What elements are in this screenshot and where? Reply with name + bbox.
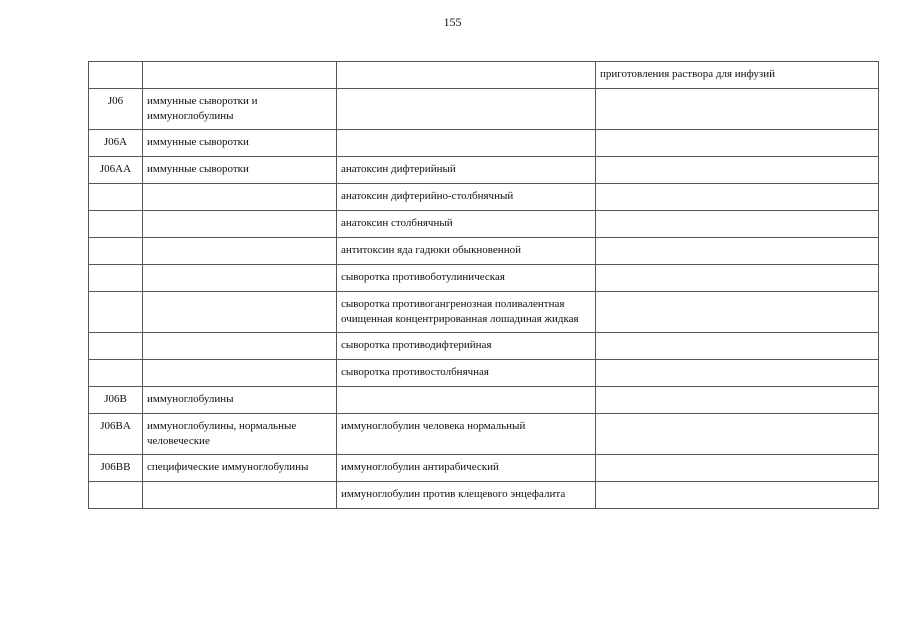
- drug-name-cell: анатоксин дифтерийный: [337, 157, 596, 184]
- drug-name-cell: иммуноглобулин антирабический: [337, 455, 596, 482]
- drug-name-cell: [337, 89, 596, 130]
- drug-name-cell: антитоксин яда гадюки обыкновенной: [337, 238, 596, 265]
- table-row: [89, 184, 879, 211]
- atc-code-cell: J06B: [89, 387, 143, 414]
- table-row: [89, 333, 879, 360]
- atc-code-cell: [89, 360, 143, 387]
- atc-code-cell: J06BA: [89, 414, 143, 455]
- anatomical-group-cell: специфические иммуноглобулины: [143, 455, 337, 482]
- anatomical-group-cell: иммунные сыворотки: [143, 157, 337, 184]
- atc-code-cell: J06AA: [89, 157, 143, 184]
- atc-code-cell: [89, 62, 143, 89]
- page-number: 155: [443, 15, 462, 29]
- dosage-form-cell: [596, 89, 879, 130]
- anatomical-group-cell: [143, 211, 337, 238]
- dosage-form-cell: [596, 482, 879, 509]
- drug-name-cell: [337, 130, 596, 157]
- table-row: [89, 387, 879, 414]
- anatomical-group-cell: [143, 360, 337, 387]
- atc-code-cell: J06A: [89, 130, 143, 157]
- drug-name-cell: сыворотка противоботулиническая: [337, 265, 596, 292]
- anatomical-group-cell: иммунные сыворотки и иммуноглобулины: [143, 89, 337, 130]
- dosage-form-cell: [596, 211, 879, 238]
- atc-code-cell: [89, 292, 143, 333]
- atc-code-cell: [89, 482, 143, 509]
- table-row: [89, 360, 879, 387]
- anatomical-group-cell: [143, 482, 337, 509]
- anatomical-group-cell: иммуноглобулины: [143, 387, 337, 414]
- drug-name-cell: сыворотка противогангренозная поливалентная очищенная концентрированная лошадиная жидкая: [337, 292, 596, 333]
- drug-name-cell: сыворотка противостолбнячная: [337, 360, 596, 387]
- dosage-form-cell: [596, 130, 879, 157]
- atc-code-cell: J06: [89, 89, 143, 130]
- dosage-form-cell: [596, 414, 879, 455]
- dosage-form-cell: [596, 238, 879, 265]
- table-row: [89, 62, 879, 89]
- table-row: [89, 292, 879, 333]
- table-row: [89, 157, 879, 184]
- table-row: [89, 89, 879, 130]
- drug-name-cell: анатоксин дифтерийно-столбнячный: [337, 184, 596, 211]
- table-row: [89, 265, 879, 292]
- drug-name-cell: [337, 62, 596, 89]
- anatomical-group-cell: [143, 292, 337, 333]
- drug-name-cell: сыворотка противодифтерийная: [337, 333, 596, 360]
- drug-name-cell: [337, 387, 596, 414]
- table-row: [89, 482, 879, 509]
- table-row: [89, 455, 879, 482]
- dosage-form-cell: [596, 333, 879, 360]
- table-row: [89, 211, 879, 238]
- dosage-form-cell: [596, 455, 879, 482]
- atc-code-cell: [89, 238, 143, 265]
- anatomical-group-cell: [143, 333, 337, 360]
- drug-name-cell: анатоксин столбнячный: [337, 211, 596, 238]
- atc-code-cell: [89, 211, 143, 238]
- anatomical-group-cell: [143, 238, 337, 265]
- anatomical-group-cell: [143, 184, 337, 211]
- anatomical-group-cell: [143, 62, 337, 89]
- drug-classification-table: [88, 61, 879, 509]
- atc-code-cell: [89, 265, 143, 292]
- dosage-form-cell: [596, 265, 879, 292]
- table-row: [89, 414, 879, 455]
- atc-code-cell: J06BB: [89, 455, 143, 482]
- atc-code-cell: [89, 184, 143, 211]
- dosage-form-cell: [596, 157, 879, 184]
- drug-name-cell: иммуноглобулин человека нормальный: [337, 414, 596, 455]
- anatomical-group-cell: иммунные сыворотки: [143, 130, 337, 157]
- dosage-form-cell: приготовления раствора для инфузий: [596, 62, 879, 89]
- atc-code-cell: [89, 333, 143, 360]
- table-row: [89, 130, 879, 157]
- table-row: [89, 238, 879, 265]
- dosage-form-cell: [596, 184, 879, 211]
- dosage-form-cell: [596, 292, 879, 333]
- anatomical-group-cell: иммуноглобулины, нормальные человеческие: [143, 414, 337, 455]
- dosage-form-cell: [596, 360, 879, 387]
- drug-name-cell: иммуноглобулин против клещевого энцефалита: [337, 482, 596, 509]
- anatomical-group-cell: [143, 265, 337, 292]
- dosage-form-cell: [596, 387, 879, 414]
